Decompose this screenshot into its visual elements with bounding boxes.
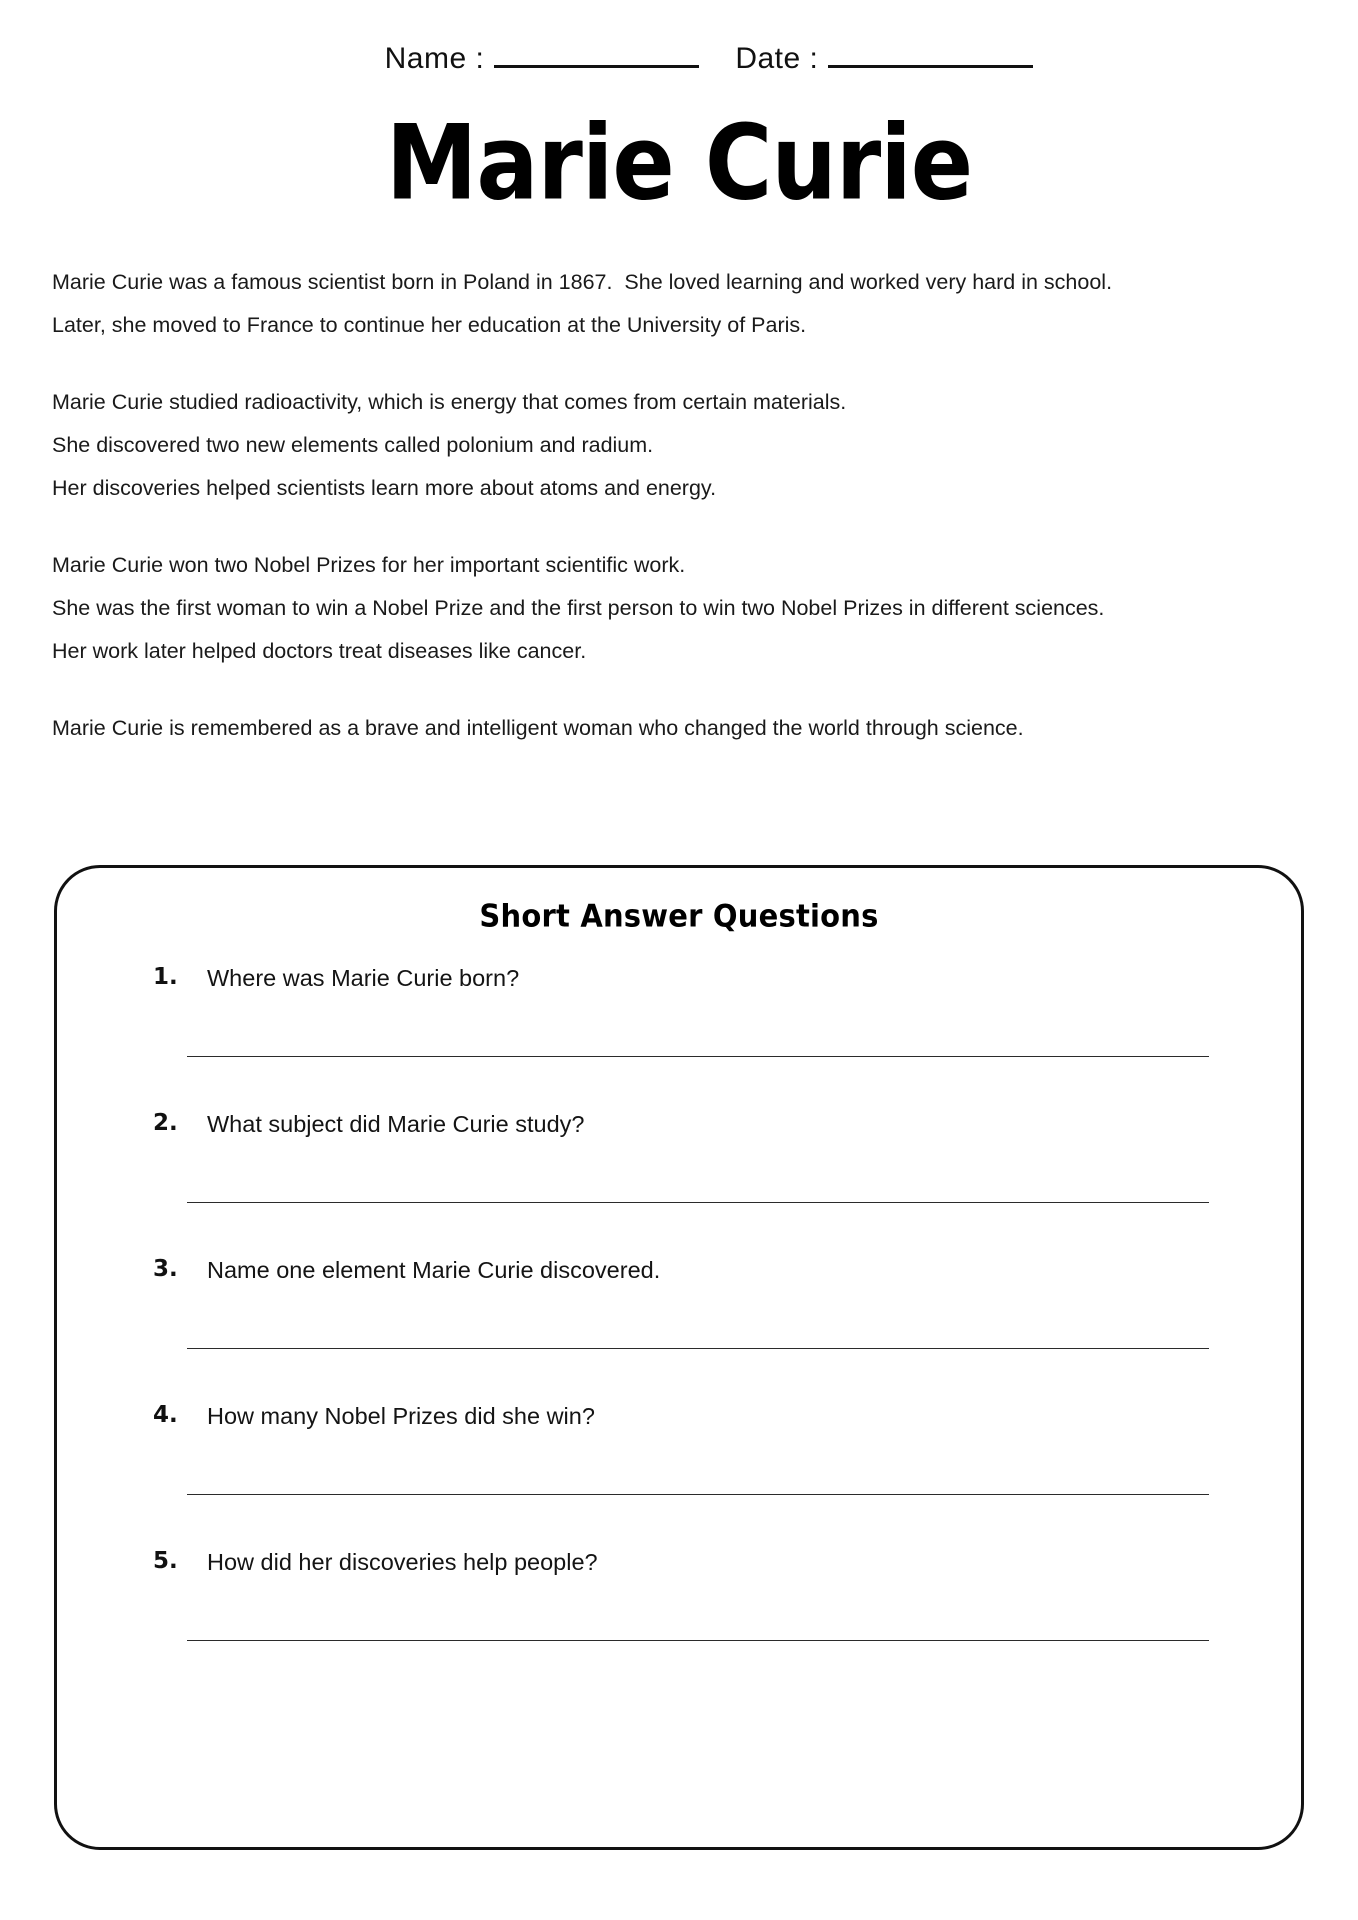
questions-list [57, 964, 1301, 1694]
question-text: What subject did Marie Curie study? [207, 1111, 585, 1137]
question-item-4 [57, 1402, 1301, 1548]
name-label: Name : [384, 42, 485, 75]
answer-line-2[interactable] [187, 1202, 1209, 1203]
date-blank-line[interactable] [828, 65, 1033, 68]
question-item-3 [57, 1256, 1301, 1402]
questions-heading: Short Answer Questions [479, 897, 879, 935]
passage-line: Her discoveries helped scientists learn more about atoms and energy. [52, 475, 717, 500]
paragraph-3 [52, 544, 1310, 673]
passage-line: Marie Curie was a famous scientist born in Poland in 1867. She loved learning and worked very hard in school. [52, 269, 1113, 294]
paragraph-1 [52, 261, 1310, 347]
passage-line: She discovered two new elements called polonium and radium. [52, 432, 654, 457]
passage-line: Marie Curie studied radioactivity, which is energy that comes from certain materials. [52, 389, 847, 414]
question-item-2 [57, 1110, 1301, 1256]
paragraph-2 [52, 381, 1310, 510]
page-title: Marie Curie [385, 103, 973, 224]
question-number: 4. [153, 1402, 178, 1428]
answer-line-1[interactable] [187, 1056, 1209, 1057]
question-number: 1. [153, 964, 178, 990]
passage-line: Later, she moved to France to continue her education at the University of Paris. [52, 312, 807, 337]
question-item-1 [57, 964, 1301, 1110]
question-text: Where was Marie Curie born? [207, 965, 520, 991]
answer-line-4[interactable] [187, 1494, 1209, 1495]
question-number: 2. [153, 1110, 178, 1136]
date-label: Date : [735, 42, 819, 75]
question-number: 5. [153, 1548, 178, 1574]
answer-line-3[interactable] [187, 1348, 1209, 1349]
question-text: How did her discoveries help people? [207, 1549, 598, 1575]
passage-line: She was the first woman to win a Nobel Prize and the first person to win two Nobel Prizes in different sciences. [52, 595, 1105, 620]
short-answer-questions-box [54, 865, 1304, 1850]
question-item-5 [57, 1548, 1301, 1694]
passage-line: Marie Curie won two Nobel Prizes for her important scientific work. [52, 552, 686, 577]
question-text: Name one element Marie Curie discovered. [207, 1257, 661, 1283]
name-date-header [0, 0, 1358, 76]
name-field-group [385, 42, 700, 76]
name-blank-line[interactable] [494, 65, 699, 68]
question-text: How many Nobel Prizes did she win? [207, 1403, 595, 1429]
answer-line-5[interactable] [187, 1640, 1209, 1641]
reading-passage [0, 261, 1358, 750]
passage-line: Marie Curie is remembered as a brave and intelligent woman who changed the world through science. [52, 715, 1024, 740]
date-field-group [735, 42, 1033, 76]
question-number: 3. [153, 1256, 178, 1282]
passage-line: Her work later helped doctors treat diseases like cancer. [52, 638, 587, 663]
paragraph-4 [52, 707, 1310, 750]
